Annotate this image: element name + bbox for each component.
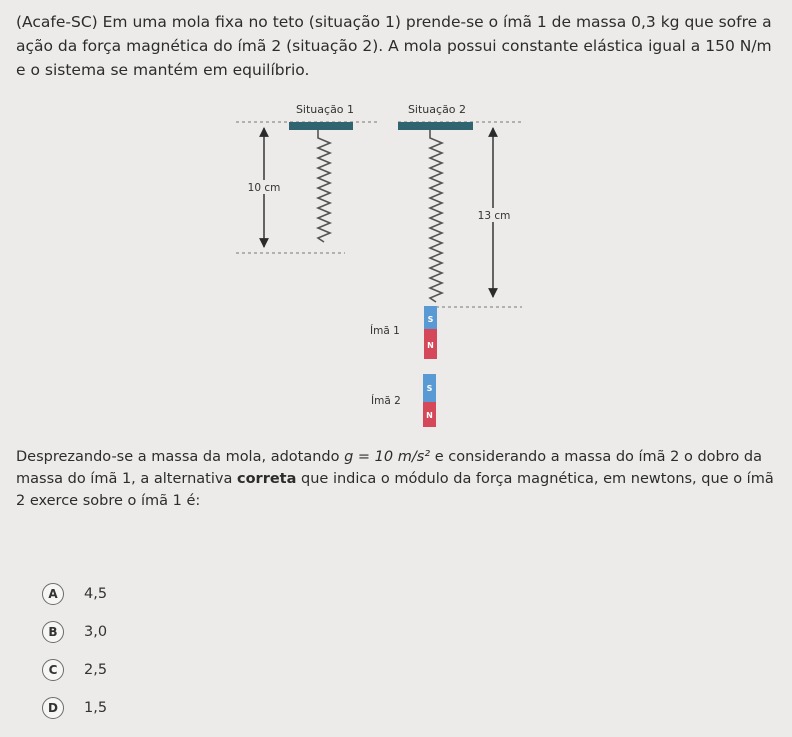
option-c-text[interactable]: 2,5	[84, 662, 108, 678]
prompt-part2: e considerando a massa do ímã 2 o dobro da massa do ímã 1, a alternativa	[16, 449, 762, 487]
prompt-part1: Desprezando-se a massa da mola, adotando	[16, 449, 345, 465]
ima1-label: Ímã 1	[370, 325, 400, 337]
answer-options	[42, 575, 107, 727]
ima2-n-label: N	[426, 411, 433, 420]
prompt-bold-word: correta	[236, 471, 297, 487]
option-a[interactable]	[42, 575, 107, 613]
ceiling-block-1	[289, 122, 353, 130]
length2-label: 13 cm	[477, 210, 511, 222]
ima2-s-label: S	[426, 384, 433, 393]
option-d-letter[interactable]: D	[42, 697, 64, 719]
situacao1-label: Situação 1	[295, 103, 355, 116]
prompt-part3: que indica o módulo da força magnética, em newtons, que o ímã 2 exerce sobre o ímã 1 é:	[16, 471, 774, 509]
option-b[interactable]	[42, 613, 107, 651]
option-c[interactable]	[42, 651, 107, 689]
option-b-letter[interactable]: B	[42, 621, 64, 643]
question-text: (Acafe-SC) Em uma mola fixa no teto (situação 1) prende-se o ímã 1 de massa 0,3 kg que sofre a ação da força magnética do ímã 2 (situação 2). A mola possui constante elástica igual a 150 N/m e o sistema se mantém em equilíbrio.	[16, 13, 772, 79]
option-a-text[interactable]: 4,5	[84, 586, 108, 602]
gravity-formula: g = 10 m/s²	[344, 449, 431, 465]
ima2-label: Ímã 2	[371, 395, 401, 407]
situacao2-label: Situação 2	[407, 103, 467, 116]
option-d[interactable]	[42, 689, 107, 727]
option-c-letter[interactable]: C	[42, 659, 64, 681]
ima1-s-label: S	[427, 315, 434, 324]
length1-label: 10 cm	[247, 182, 281, 194]
option-a-letter[interactable]: A	[42, 583, 64, 605]
ceiling-block-2	[398, 122, 473, 130]
option-d-text[interactable]: 1,5	[84, 700, 108, 716]
spring-2	[430, 130, 442, 302]
prompt-text	[16, 446, 781, 512]
spring-1	[318, 130, 330, 242]
ima1-n-label: N	[427, 341, 434, 350]
option-b-text[interactable]: 3,0	[84, 624, 108, 640]
